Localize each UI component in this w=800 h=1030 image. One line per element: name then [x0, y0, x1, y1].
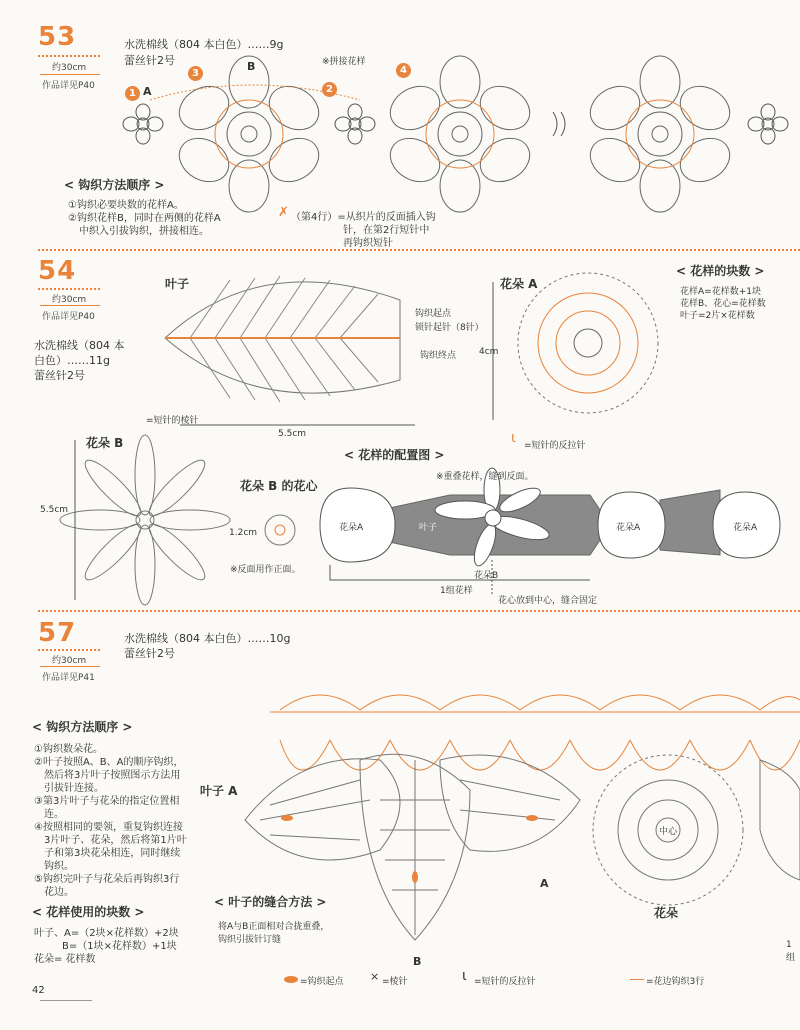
layout-center-note: 花心放到中心，缝合固定 — [498, 596, 598, 606]
reverse-stitch-note: =短针的反拉针 — [524, 441, 586, 451]
leaf-note-start: 钩织起点 — [415, 309, 452, 319]
flower-b-title: 花朵 B — [86, 436, 124, 450]
order-line-3: 然后将3片叶子按照图示方法用 — [44, 770, 181, 781]
pattern-size: 约30cm — [52, 63, 87, 73]
ridge-stitch-icon: × — [370, 970, 380, 983]
yarn-info: 水洗棉线（804 本白色）……10g — [124, 632, 291, 645]
step-2-marker: 2 — [322, 82, 337, 97]
flower-a-title: 花朵 A — [500, 277, 538, 291]
layout-title: < 花样的配置图 > — [344, 448, 445, 462]
legend-start: =钩织起点 — [300, 977, 344, 987]
label-a: A — [143, 85, 152, 98]
hook-info: 蕾丝针2号 — [34, 369, 85, 382]
stitch-legend: （第4行）=从织片的反面插入钩 — [291, 212, 436, 223]
flower-center-label: 中心 — [659, 827, 678, 837]
leaf-b-center — [360, 754, 470, 940]
order-line-8: 3片叶子、花朵，然后将第1片叶 — [44, 835, 187, 846]
yarn-info-2: 白色）……11g — [34, 354, 110, 367]
pattern-ref: 作品详见P40 — [42, 81, 95, 91]
yarn-info: 水洗棉线（804 本白色）……9g — [124, 38, 284, 51]
join-note: ※拼接花样 — [322, 57, 366, 67]
count-line-1: 花样A=花样数+1块 — [680, 287, 761, 297]
order-step-2: ②钩织花样B，同时在两侧的花样A — [68, 213, 221, 224]
order-line-11: ⑤钩织完叶子与花朵后再钩织3行 — [34, 874, 180, 885]
stitch-symbol-icon: ✗ — [278, 205, 289, 220]
pattern-ref: 作品详见P40 — [42, 312, 95, 322]
page-number-rule — [40, 1000, 92, 1001]
stitch-legend-2: 针，在第2行短针中 — [343, 225, 430, 236]
leaf-title: 叶子 — [165, 277, 190, 291]
order-line-12: 花边。 — [44, 887, 74, 898]
flower-b-size: 5.5cm — [40, 505, 69, 515]
count-57-line-2: B=（1块×花样数）+1块 — [62, 941, 177, 952]
start-point-icon — [284, 976, 298, 983]
layout-flower-b: 花朵B — [474, 571, 499, 581]
reverse-stitch-icon: ɩ — [511, 430, 516, 446]
count-title: < 花样的块数 > — [676, 264, 765, 278]
order-line-5: ③第3片叶子与花朵的指定位置相 — [34, 796, 180, 807]
order-line-10: 钩织。 — [44, 861, 74, 872]
leaf-note-end: 钩织终点 — [420, 351, 457, 361]
order-title-57: < 钩织方法顺序 > — [32, 720, 133, 734]
layout-flower-a-1: 花朵A — [339, 523, 364, 533]
layout-flower-a-2: 花朵A — [616, 523, 641, 533]
order-line-2: ②叶子按照A、B、A的顺序钩织， — [34, 757, 184, 768]
count-title-57: < 花样使用的块数 > — [32, 905, 145, 919]
leaf-a-right — [440, 755, 580, 851]
pattern-number-57: 57 — [38, 618, 77, 648]
label-b: B — [247, 60, 256, 73]
edge-label: 1组 — [786, 940, 796, 963]
center-note: ※反面用作正面。 — [230, 565, 301, 575]
edging-icon — [630, 979, 644, 980]
count-line-3: 叶子=2片×花样数 — [680, 311, 755, 321]
step-4-marker: 4 — [396, 63, 411, 78]
order-line-4: 引拔针连接。 — [44, 783, 104, 794]
step-3-marker: 3 — [188, 66, 203, 81]
reverse-post-icon: ɩ — [462, 968, 467, 984]
layout-group: 1组花样 — [440, 586, 473, 596]
stitch-note: =短针的棱针 — [146, 416, 199, 426]
legend-edging: =花边钩织3行 — [646, 977, 705, 987]
page-number: 42 — [32, 985, 45, 996]
order-line-6: 连。 — [44, 809, 64, 820]
legend-ridge: =棱针 — [382, 977, 408, 987]
hook-info: 蕾丝针2号 — [124, 647, 175, 660]
layout-flower-a-3: 花朵A — [733, 523, 758, 533]
hook-info: 蕾丝针2号 — [124, 54, 175, 67]
order-line-1: ①钩织数朵花。 — [34, 744, 103, 755]
pattern-size: 约30cm — [52, 656, 87, 666]
leaf-partial-right — [760, 760, 800, 880]
start-marker-2 — [526, 815, 538, 821]
leaf-a-left — [245, 759, 400, 860]
stitch-legend-3: 再钩织短针 — [343, 238, 393, 249]
order-step-2b: 中织入引拔钩织，拼接相连。 — [79, 226, 209, 237]
order-title-53: < 钩织方法顺序 > — [64, 178, 165, 192]
pattern-number-54: 54 — [38, 256, 77, 286]
order-line-7: ④按照相同的要领，重复钩织连接 — [34, 822, 183, 833]
pattern-number-53: 53 — [38, 22, 77, 52]
order-line-9: 子和第3块花朵相连，同时继续 — [44, 848, 181, 859]
start-marker — [281, 815, 293, 821]
label-b-57: B — [413, 955, 422, 968]
pattern-size: 约30cm — [52, 295, 87, 305]
flower-a-size: 4cm — [479, 347, 499, 357]
layout-note: ※重叠花样，缝到反面。 — [436, 472, 534, 482]
center-title: 花朵 B 的花心 — [240, 479, 318, 493]
count-57-line-3: 花朵= 花样数 — [34, 954, 96, 965]
label-a-57: A — [540, 877, 549, 890]
sew-line-2: 钩织引拔针订缝 — [218, 935, 282, 945]
leaf-note-chain: 锁针起针（8针） — [415, 323, 484, 333]
count-line-2: 花样B、花心=花样数 — [680, 299, 766, 309]
flower-label: 花朵 — [654, 906, 679, 920]
sew-line-1: 将A与B正面相对合拢重叠， — [218, 922, 330, 932]
leaf-a-label: 叶子 A — [200, 784, 238, 798]
start-marker-3 — [412, 871, 418, 883]
legend-reverse: =短针的反拉针 — [474, 977, 536, 987]
center-size: 1.2cm — [229, 528, 258, 538]
pattern-ref: 作品详见P41 — [42, 673, 95, 683]
sew-title: < 叶子的缝合方法 > — [214, 895, 327, 909]
layout-leaf: 叶子 — [419, 523, 438, 533]
step-1-marker: 1 — [125, 86, 140, 101]
count-57-line-1: 叶子、A=（2块×花样数）+2块 — [34, 928, 179, 939]
order-step-1: ①钩织必要块数的花样A。 — [68, 200, 184, 211]
leaf-width: 5.5cm — [278, 429, 307, 439]
yarn-info: 水洗棉线（804 本 — [34, 339, 125, 352]
